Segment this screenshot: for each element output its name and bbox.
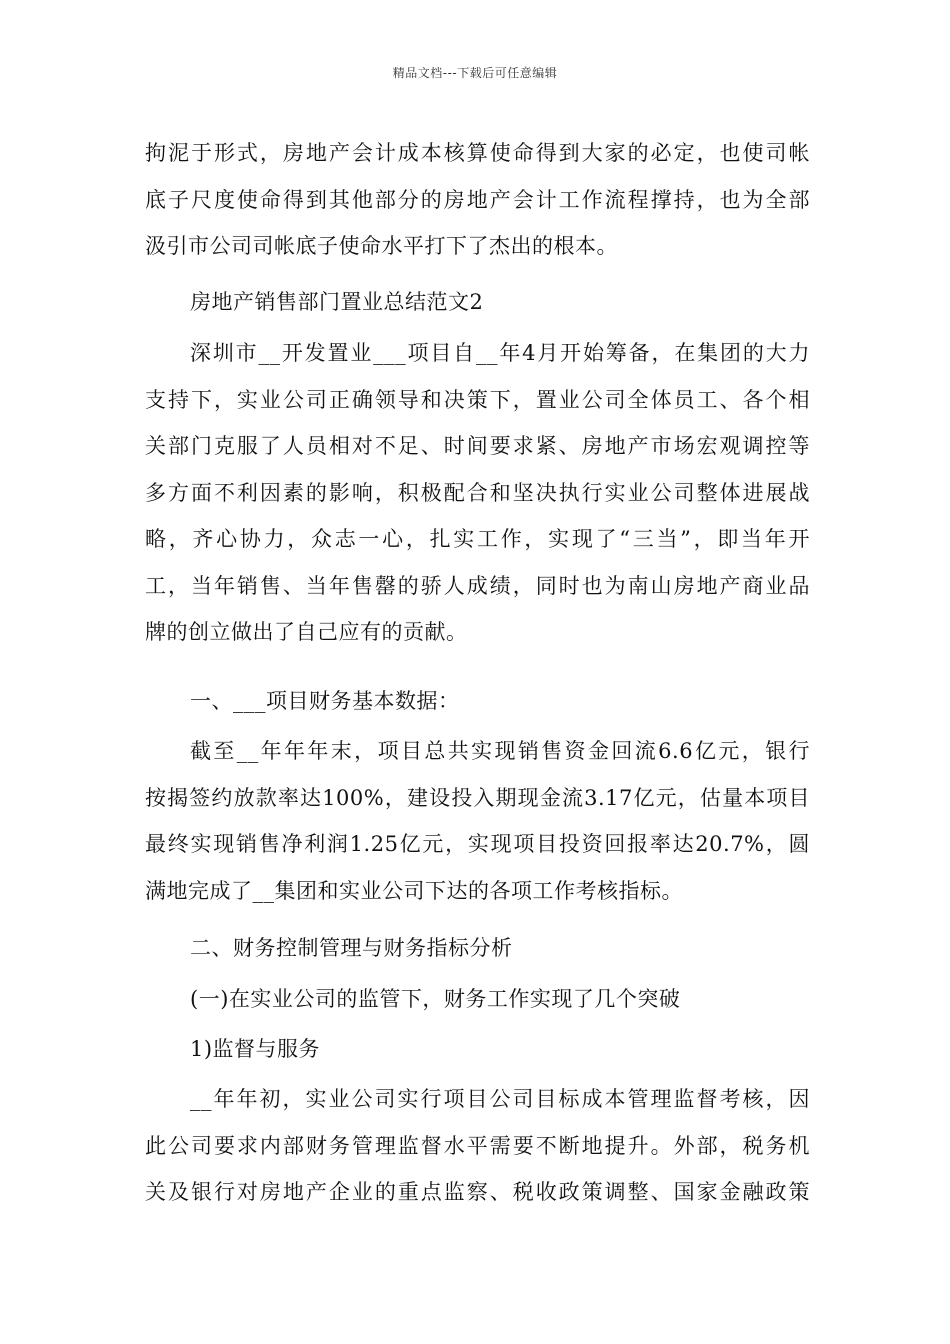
text-line: 按揭签约放款率达100%，建设投入期现金流3.17亿元，估量本项目 [145, 785, 810, 810]
text-line: (一)在实业公司的监管下，财务工作实现了几个突破 [190, 987, 681, 1011]
paragraph-1 [145, 130, 810, 270]
text-line: __年年初，实业公司实行项目公司目标成本管理监督考核，因 [190, 1087, 810, 1111]
text-line: 一、___项目财务基本数据： [190, 689, 460, 713]
subheading-one [145, 976, 810, 1023]
text-line: 略，齐心协力，众志一心，扎实工作，实现了“三当”，即当年开 [145, 527, 810, 551]
paragraph-9 [145, 1076, 810, 1216]
text-line: 深圳市__开发置业___项目自__年4月开始筹备，在集团的大力 [190, 341, 810, 365]
text-line: 关及银行对房地产企业的重点监察、税收政策调整、国家金融政策 [145, 1180, 810, 1204]
text-line: 房地产销售部门置业总结范文2 [190, 290, 484, 314]
text-line: 此公司要求内部财务管理监督水平需要不断地提升。外部，税务机 [145, 1133, 810, 1158]
text-line: 工，当年销售、当年售罄的骄人成绩，同时也为南山房地产商业品 [145, 573, 810, 598]
text-line: 支持下，实业公司正确领导和决策下，置业公司全体员工、各个相 [145, 387, 810, 412]
text-line: 底子尺度使命得到其他部分的房地产会计工作流程撑持，也为全部 [145, 187, 810, 212]
text-line: 1)监督与服务 [190, 1037, 321, 1061]
text-line: 截至__年年年末，项目总共实现销售资金回流6.6亿元，银行 [190, 739, 810, 763]
heading-two [145, 925, 810, 972]
text-line: 关部门克服了人员相对不足、时间要求紧、房地产市场宏观调控等 [145, 434, 810, 458]
paragraph-3 [145, 330, 810, 656]
text-line: 最终实现销售净利润1.25亿元，实现项目投资回报率达20.7%，圆 [145, 832, 810, 856]
text-line: 汲引市公司司帐底子使命水平打下了杰出的根本。 [145, 234, 618, 258]
numbered-item-1 [145, 1026, 810, 1073]
heading-one [145, 678, 810, 725]
text-line: 满地完成了__集团和实业公司下达的各项工作考核指标。 [145, 878, 683, 903]
section-title [145, 279, 810, 326]
text-line: 牌的创立做出了自己应有的贡献。 [145, 620, 468, 644]
text-line: 多方面不利因素的影响，积极配合和坚决执行实业公司整体进展战 [145, 480, 810, 505]
page-header: 精品文档---下载后可任意编辑 [392, 66, 558, 80]
text-line: 二、财务控制管理与财务指标分析 [190, 936, 513, 960]
paragraph-5 [145, 728, 810, 914]
text-line: 拘泥于形式，房地产会计成本核算使命得到大家的必定，也使司帐 [145, 141, 810, 165]
